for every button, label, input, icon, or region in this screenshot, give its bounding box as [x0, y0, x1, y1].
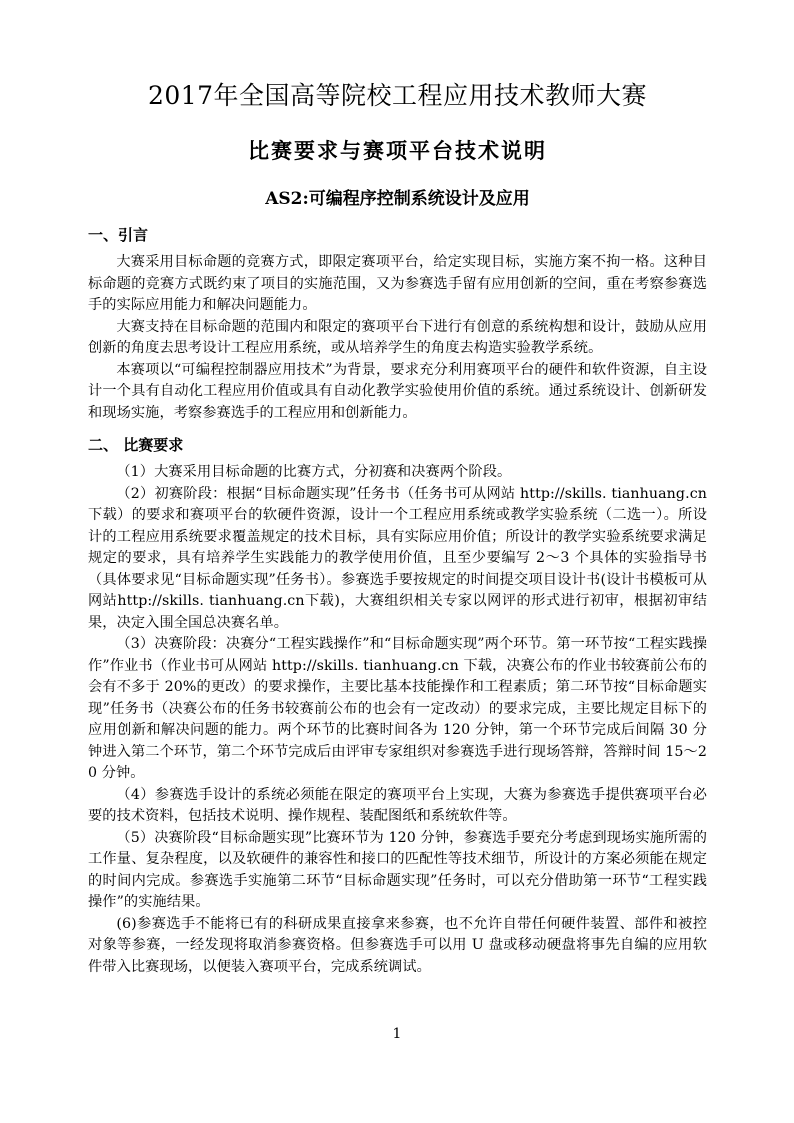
paragraph: （2）初赛阶段：根据“目标命题实现”任务书（任务书可从网站 http://skills. tianhuang.cn 下载）的要求和赛项平台的软硬件资源，设计一个工程应用系统或教学实验系统（二选一）。所设计的工程应用系统要求覆盖规定的技术目标，具有实际应用价值；所设计的教学实验系统要求满足规定的要求，具有培养学生实践能力的教学使用价值，且至少要编写 2～3 个具体的实验指导书（具体要求见“目标命题实现”任务书）。参赛选手要按规定的时间提交项目设计书(设计书模板可从网站http://skills. tianhuang.cn下载)，大赛组织相关专家以网评的形式进行初审，根据初审结果，决定入围全国总决赛名单。 [88, 485, 707, 631]
paragraph: 大赛支持在目标命题的范围内和限定的赛项平台下进行有创意的系统构想和设计，鼓励从应用创新的角度去思考设计工程应用系统，或从培养学生的角度去构造实验教学系统。 [88, 318, 707, 356]
paragraph: （4）参赛选手设计的系统必须能在限定的赛项平台上实现，大赛为参赛选手提供赛项平台必要的技术资料，包括技术说明、操作规程、装配图纸和系统软件等。 [88, 786, 707, 824]
document-page [88, 70, 707, 978]
paragraph: (6)参赛选手不能将已有的科研成果直接拿来参赛，也不允许自带任何硬件装置、部件和被控对象等参赛，一经发现将取消参赛资格。但参赛选手可以用 U 盘或移动硬盘将事先自编的应用软件带入比赛现场，以便装入赛项平台，完成系统调试。 [88, 915, 707, 975]
paragraph: （1）大赛采用目标命题的比赛方式，分初赛和决赛两个阶段。 [116, 464, 512, 480]
paragraph: 大赛采用目标命题的竞赛方式，即限定赛项平台，给定实现目标，实施方案不拘一格。这种目标命题的竞赛方式既约束了项目的实施范围，又为参赛选手留有应用创新的空间，重在考察参赛选手的实际应用能力和解决问题能力。 [88, 254, 707, 313]
document-title: 2017年全国高等院校工程应用技术教师大赛 [147, 81, 648, 110]
paragraph: 本赛项以“可编程控制器应用技术”为背景，要求充分利用赛项平台的硬件和软件资源，自主设计一个具有自动化工程应用价值或具有自动化教学实验使用价值的系统。通过系统设计、创新研发和现场实施，考察参赛选手的工程应用和创新能力。 [88, 361, 707, 421]
section-heading: 二、 比赛要求 [88, 436, 184, 454]
page-number: 1 [392, 1026, 402, 1042]
section-code: AS2:可编程序控制系统设计及应用 [265, 189, 530, 209]
paragraph: （5）决赛阶段“目标命题实现”比赛环节为 120 分钟，参赛选手要充分考虑到现场实施所需的工作量、复杂程度，以及软硬件的兼容性和接口的匹配性等技术细节，所设计的方案必须能在规定的时间内完成。参赛选手实施第二环节“目标命题实现”任务时，可以充分借助第一环节“工程实践操作”的实施结果。 [88, 829, 707, 910]
section-heading: 一、引言 [88, 226, 149, 244]
section-requirements [88, 434, 707, 978]
document-subtitle: 比赛要求与赛项平台技术说明 [248, 138, 547, 163]
paragraph: （3）决赛阶段：决赛分“工程实践操作”和“目标命题实现”两个环节。第一环节按“工程实践操作”作业书（作业书可从网站 http://skills. tianhuang.cn 下载，决赛公布的作业书较赛前公布的会有不多于 20%的更改）的要求操作，主要比基本技能操作和工程素质；第二环节按“目标命题实现”任务书（决赛公布的任务书较赛前公布的也会有一定改动）的要求完成，主要比规定目标下的应用创新和解决问题的能力。两个环节的比赛时间各为 120 分钟，第一个环节完成后间隔 30 分钟进入第二个环节，第二个环节完成后由评审专家组织对参赛选手进行现场答辩，答辩时间 15～20 分钟。 [88, 636, 707, 781]
section-introduction [88, 224, 707, 424]
